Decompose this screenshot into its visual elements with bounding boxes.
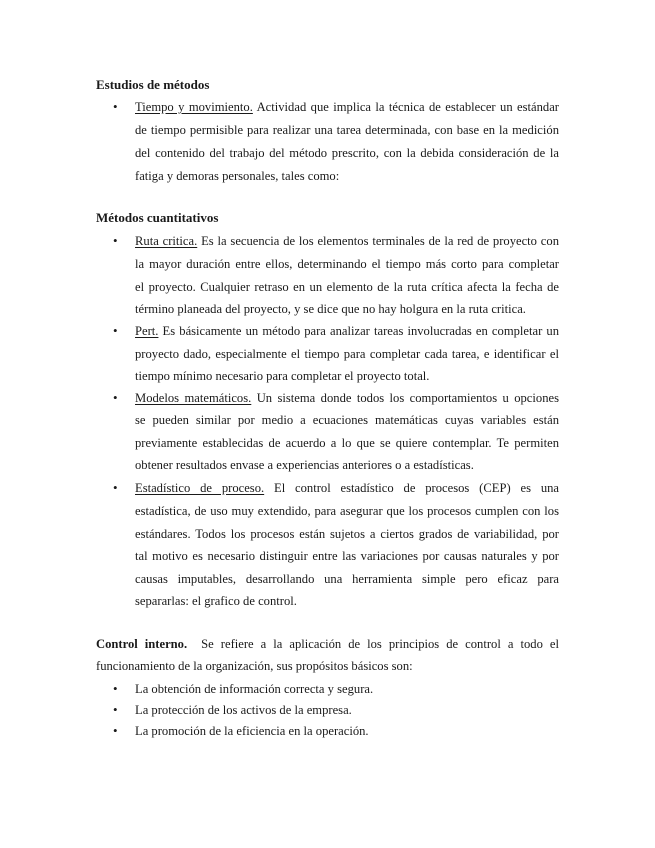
text-line: Es básicamente un método para analizar tareas involucradas en completar un [158, 324, 559, 338]
list-item-text [135, 99, 559, 115]
text-line: estadística, de uso muy extendido, para asegurar que los procesos cumplen con los [135, 504, 559, 518]
text-line: tiempo mínimo necesario para completar el proyecto total. [135, 369, 430, 383]
text-line: Actividad que implica la técnica de establecer un estándar [252, 100, 559, 114]
text-line: separarlas: el grafico de control. [135, 594, 297, 608]
list-item-text [135, 390, 559, 406]
text-line: causas imputables, desarrollando una herramienta simple pero eficaz para [135, 572, 559, 586]
text-line: Es la secuencia de los elementos terminales de la red de proyecto con [197, 234, 559, 248]
bullet: • [113, 480, 118, 495]
text-line: Se refiere a la aplicación de los principios de control a todo el [187, 637, 559, 651]
list-item: La promoción de la eficiencia en la operación. [135, 724, 369, 738]
text-line: el proyecto. Cualquier retraso en un elemento de la ruta crítica afecta la fecha de [135, 280, 559, 294]
control-intro [96, 636, 559, 652]
text-line: El control estadístico de procesos (CEP) es una [264, 481, 560, 495]
bullet: • [113, 233, 118, 248]
text-line: de tiempo permisible para realizar una tarea determinada, con base en la medición [135, 123, 559, 137]
term-label: Tiempo y movimiento. [135, 100, 253, 114]
text-line: Un sistema donde todos los comportamientos u opciones [251, 391, 559, 405]
section-heading-estudios: Estudios de métodos [96, 77, 210, 92]
text-line: tal motivo es necesario distinguir entre las variaciones por causas naturales y por [135, 549, 559, 563]
text-line: del contenido del trabajo del método prescrito, con la debida consideración de la [135, 146, 559, 160]
section-heading-cuantitativos: Métodos cuantitativos [96, 210, 219, 225]
bullet: • [113, 723, 118, 738]
list-item: La obtención de información correcta y segura. [135, 682, 374, 696]
bullet: • [113, 390, 118, 405]
list-item-text [135, 233, 559, 249]
section-heading-control: Control interno. [96, 637, 188, 651]
text-line: la mayor duración entre ellos, determinando el tiempo más corto para completar [135, 257, 559, 271]
bullet: • [113, 681, 118, 696]
text-line: funcionamiento de la organización, sus propósitos básicos son: [96, 659, 413, 673]
text-line: proyecto dado, especialmente el tiempo para completar cada tarea, e identificar el [135, 347, 559, 361]
bullet: • [113, 99, 118, 114]
term-label: Modelos matemáticos. [135, 391, 252, 405]
text-line: previamente establecidas de acuerdo a lo que se quiere contemplar. Te permiten [135, 436, 559, 450]
bullet: • [113, 323, 118, 338]
term-label: Pert. [135, 324, 159, 338]
text-line: estándares. Todos los procesos están sujetos a ciertos grados de variabilidad, por [135, 527, 559, 541]
list-item-text [135, 323, 559, 339]
text-line: obtener resultados envase a experiencias anteriores o a estadísticas. [135, 458, 474, 472]
term-label: Estadístico de proceso. [135, 481, 265, 495]
term-label: Ruta critica. [135, 234, 198, 248]
text-line: fatiga y demoras personales, tales como: [135, 169, 340, 183]
list-item-text [135, 480, 559, 496]
list-item: La protección de los activos de la empresa. [135, 703, 352, 717]
bullet: • [113, 702, 118, 717]
text-line: se pueden similar por medio a ecuaciones matemáticas cuyas variables están [135, 413, 559, 427]
text-line: término planeada del proyecto, y se dice que no hay holgura en la ruta critica. [135, 302, 526, 316]
